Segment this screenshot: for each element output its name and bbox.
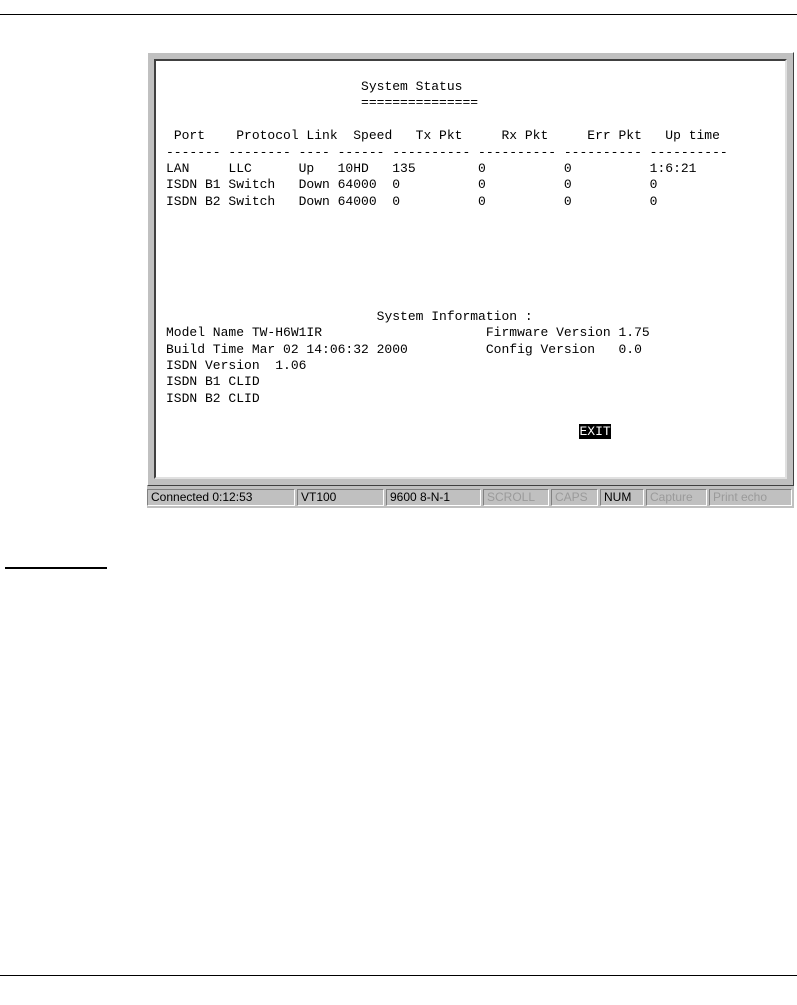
emulation-status: VT100 [297,489,384,506]
table-row-isdn-b1: ISDN B1 Switch Down 64000 0 0 0 0 [166,177,658,193]
table-row-isdn-b2: ISDN B2 Switch Down 64000 0 0 0 0 [166,193,658,209]
system-status-underline: =============== [361,95,479,111]
terminal-screen-area[interactable] [154,59,787,479]
spacer [322,325,486,340]
terminal-window [147,52,794,486]
build-time: Build Time Mar 02 14:06:32 2000 [166,341,408,357]
model-name: Model Name TW-H6W1IR [166,325,323,341]
terminal-text [166,79,728,440]
firmware-version: Firmware Version 1.75 [485,325,650,341]
spacer [408,342,486,357]
num-indicator: NUM [600,489,644,506]
port-settings-status: 9600 8-N-1 [386,489,481,506]
section-heading-underline [5,567,107,569]
spacer [166,95,361,110]
spacer [166,79,361,94]
exit-button[interactable]: EXIT [579,423,611,439]
spacer [166,424,579,439]
capture-indicator: Capture [646,489,707,506]
table-header: Port Protocol Link Speed Tx Pkt Rx Pkt Err Pkt Up time [173,128,720,144]
system-status-title: System Status [361,79,463,94]
top-rule [0,14,797,15]
print-echo-indicator: Print echo [709,489,792,506]
spacer [166,128,174,143]
config-version: Config Version 0.0 [485,341,642,357]
isdn-b2-clid: ISDN B2 CLID [166,390,260,406]
scroll-indicator: SCROLL [483,489,549,506]
caps-indicator: CAPS [551,489,598,506]
spacer [166,309,377,324]
system-information-title: System Information : [376,308,533,324]
isdn-version: ISDN Version 1.06 [166,357,307,373]
bottom-rule [0,975,797,976]
isdn-b1-clid: ISDN B1 CLID [166,374,260,390]
table-separator: ------- -------- ---- ------ ---------- ---------- ---------- ---------- [166,144,728,160]
status-bar [147,486,794,508]
table-row-lan: LAN LLC Up 10HD 135 0 0 1:6:21 [166,161,697,177]
connection-status: Connected 0:12:53 [147,489,295,506]
